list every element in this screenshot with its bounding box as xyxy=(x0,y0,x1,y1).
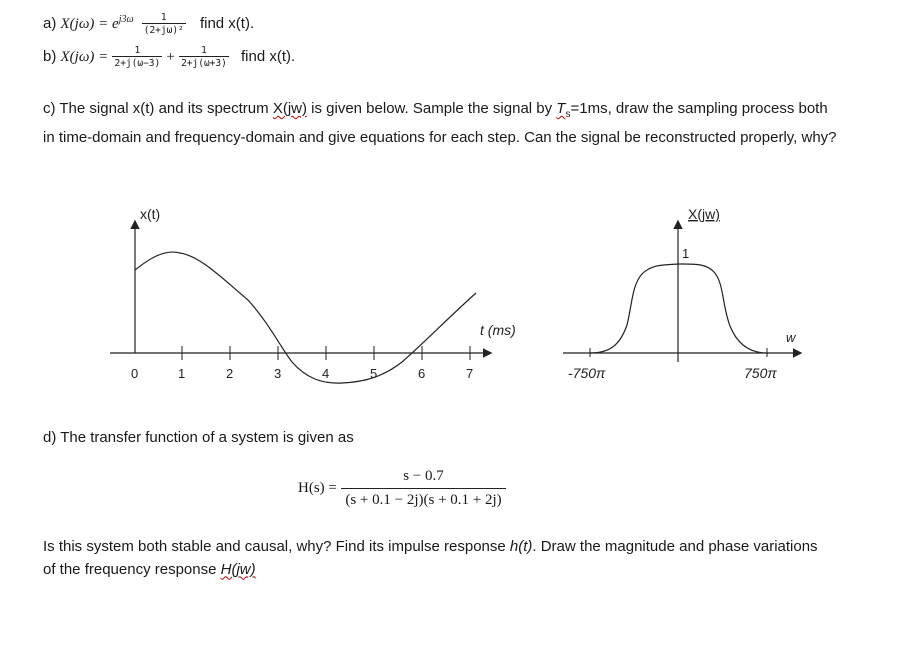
problem-c-text-3: =1ms, draw the sampling process both in time-domain and frequency-domain and give equations for each step. Can the signal be reconstructed properly, why? xyxy=(43,100,837,146)
spectrum-peak-label: 1 xyxy=(682,246,690,261)
frequency-domain-plot xyxy=(563,206,800,381)
spectrum-y-label: X(jw) xyxy=(688,206,720,222)
time-tick-4: 4 xyxy=(322,366,330,381)
problem-a-label: a) xyxy=(43,14,57,32)
problem-d-question-1: Is this system both stable and causal, why? Find its impulse response xyxy=(43,538,510,555)
time-tick-2: 2 xyxy=(226,366,234,381)
time-tick-1: 1 xyxy=(178,366,186,381)
sampling-period-symbol: T xyxy=(556,100,566,117)
time-tick-0: 0 xyxy=(131,366,139,381)
problem-b-frac1-numerator: 1 xyxy=(134,45,141,56)
problem-a-denominator: (2+jω)² xyxy=(143,25,184,36)
time-signal-curve xyxy=(135,252,476,383)
spectrum-x-label: w xyxy=(786,330,796,345)
problem-b-frac1-denominator: 2+j(ω−3) xyxy=(114,58,161,69)
problem-b-label: b) xyxy=(43,47,57,65)
frequency-response-symbol: H(jw) xyxy=(220,560,256,578)
problem-c-text-2: is given below. Sample the signal by xyxy=(306,100,557,117)
problem-d-intro: d) The transfer function of a system is given as xyxy=(43,429,354,446)
problem-b-lhs: X(jω) = xyxy=(60,48,109,65)
time-x-label: t (ms) xyxy=(480,322,516,338)
transfer-function-fraction xyxy=(341,468,505,509)
spectrum-symbol: X(jw) xyxy=(272,100,307,117)
spectrum-left-tick-label: -750π xyxy=(568,365,606,381)
problem-b-plus: + xyxy=(166,48,175,65)
impulse-response-symbol: h(t) xyxy=(509,538,533,555)
problem-b-instruction: find x(t). xyxy=(241,47,296,65)
transfer-function xyxy=(298,468,506,509)
problem-b-frac2-denominator: 2+j(ω+3) xyxy=(181,58,227,69)
problem-a-lhs: X(jω) = e xyxy=(60,15,119,32)
time-tick-3: 3 xyxy=(274,366,282,381)
problem-d-question xyxy=(43,536,823,581)
problem-a-exponent: j3ω xyxy=(118,13,134,25)
transfer-function-numerator: s − 0.7 xyxy=(403,468,444,484)
time-tick-7: 7 xyxy=(466,366,474,381)
transfer-function-denominator: (s + 0.1 − 2j)(s + 0.1 + 2j) xyxy=(341,488,505,509)
problem-a-numerator: 1 xyxy=(160,12,167,23)
transfer-function-lhs: H(s) = xyxy=(298,480,337,496)
time-tick-6: 6 xyxy=(418,366,426,381)
time-y-label: x(t) xyxy=(140,206,161,222)
sampling-period-subscript: s xyxy=(565,109,571,120)
problem-d-question-2: . Draw the magnitude and phase variations of the frequency response xyxy=(43,538,818,578)
time-tick-5: 5 xyxy=(370,366,378,381)
spectrum-right-tick-label: 750π xyxy=(744,365,777,381)
problem-c-text-1: c) The signal x(t) and its spectrum xyxy=(43,100,273,117)
problem-a-instruction: find x(t). xyxy=(199,14,255,32)
problem-b-frac2-numerator: 1 xyxy=(201,45,207,56)
